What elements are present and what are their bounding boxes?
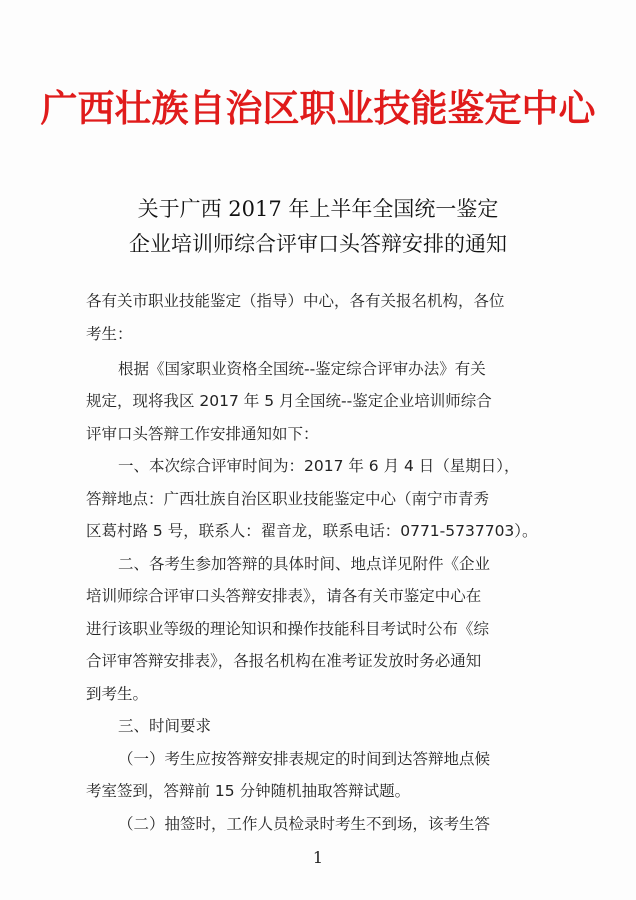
intro-line-1: 根据《国家职业资格全国统--鉴定综合评审办法》有关 (118, 360, 486, 378)
item-2-line-5: 到考生。 (86, 685, 149, 703)
intro-line-3: 评审口头答辩工作安排通知如下： (86, 425, 319, 443)
item-2-line-2: 培训师综合评审口头答辩安排表》，请各有关市鉴定中心在 (86, 587, 482, 605)
item-2-line-4: 合评审答辩安排表》，各报名机构在准考证发放时务必通知 (86, 652, 482, 670)
item-1-line-1: 一、本次综合评审时间为：2017 年 6 月 4 日（星期日）， (118, 457, 520, 475)
item-3-sub-1-line-2: 考室签到，答辩前 15 分钟随机抽取答辩试题。 (86, 782, 411, 800)
item-1-line-3: 区葛村路 5 号，联系人：翟音龙，联系电话：0771-5737703）。 (86, 522, 538, 540)
organization-masthead: 广西壮族自治区职业技能鉴定中心 (40, 86, 596, 130)
salutation-line-2: 考生： (86, 325, 133, 343)
salutation-line-1: 各有关市职业技能鉴定（指导）中心，各有关报名机构，各位 (86, 292, 505, 310)
item-2-line-3: 进行该职业等级的理论知识和操作技能科目考试时公布《综 (86, 620, 490, 638)
item-3-heading: 三、时间要求 (118, 717, 212, 735)
item-2-line-1: 二、各考生参加答辩的具体时间、地点详见附件《企业 (118, 555, 491, 573)
notice-title-line-2: 企业培训师综合评审口头答辩安排的通知 (129, 232, 507, 256)
page-number: 1 (312, 848, 324, 867)
item-3-sub-2-line-1: （二）抽签时，工作人员检录时考生不到场，该考生答 (118, 815, 491, 833)
notice-title-line-1: 关于广西 2017 年上半年全国统一鉴定 (137, 197, 499, 221)
intro-line-2: 规定，现将我区 2017 年 5 月全国统--鉴定企业培训师综合 (86, 392, 492, 410)
item-1-line-2: 答辩地点：广西壮族自治区职业技能鉴定中心（南宁市青秀 (86, 490, 490, 508)
item-3-sub-1-line-1: （一）考生应按答辩安排表规定的时间到达答辩地点候 (118, 750, 491, 768)
